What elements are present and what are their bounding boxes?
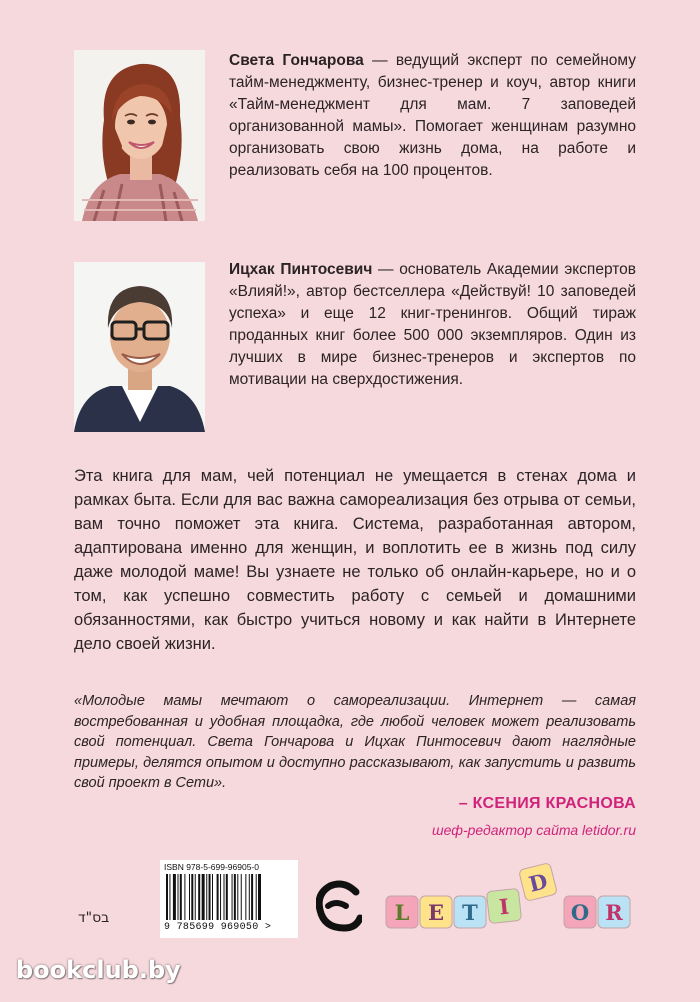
quote-author-role: шеф-редактор сайта letidor.ru: [432, 822, 636, 838]
letter-block: [386, 896, 418, 928]
svg-text:E: E: [427, 900, 445, 925]
author-bio-pintosevich: [229, 259, 636, 391]
review-quote: «Молодые мамы мечтают о самореализации. Интернет — самая востребованная и удобная площадка, где любой человек может реализовать свой потенциал. Света Гончарова и Ицхак Пинтосевич дают наглядные примеры, делятся опытом и доступно рассказывают, как запустить и развить свой проект в Сети».: [74, 693, 636, 791]
author-description: — основатель Академии экспертов «Влияй!», автор бестселлера «Действуй! 10 заповедей успеха» и еще 12 книг-тренингов. Общий тираж проданных книг более 500 000 экземпляров. Один из лучших в мире бизнес-тренеров и экспертов по мотивации на сверхдостижения.: [229, 261, 636, 388]
hebrew-mark: בס"ד: [78, 910, 110, 926]
author-description: — ведущий эксперт по семейному тайм-менеджменту, бизнес-тренер и коуч, автор книги «Тайм-менеджмент для мам. 7 заповедей организованной мамы». Помогает женщинам разумно организовать свою жизнь дома, на работе и реализовать себя на 100 процентов.: [229, 52, 636, 179]
barcode-digits: 9 785699 969050 >: [164, 922, 272, 933]
svg-text:D: D: [526, 868, 550, 897]
svg-text:O: O: [570, 900, 590, 925]
author-name: Света Гончарова: [229, 52, 364, 69]
svg-text:I: I: [497, 893, 511, 920]
author-bio-goncharova: [229, 50, 636, 182]
author-name: Ицхак Пинтосевич: [229, 261, 373, 278]
quote-author: – КСЕНИЯ КРАСНОВА: [458, 795, 636, 812]
book-description: Эта книга для мам, чей потенциал не умещается в стенах дома и рамках быта. Если для вас важна самореализация без отрыва от семьи, вам точно поможет эта книга. Система, разработанная автором, адаптирована именно для женщин, и воплотить ее в жизнь под силу даже молодой маме! Вы узнаете не только об онлайн-карьере, но и о том, как успешно совместить работу с семьей и домашними обязанностями, как быстро учиться новому и как найти в Интернете дело своей жизни.: [74, 467, 636, 653]
letter-block: [454, 896, 486, 928]
letter-block: [420, 896, 452, 928]
svg-text:L: L: [394, 900, 410, 925]
svg-text:R: R: [605, 900, 623, 925]
letter-block: [598, 896, 630, 928]
author-photo-goncharova: [74, 50, 205, 221]
letter-block: [519, 863, 558, 902]
letter-block: [564, 896, 596, 928]
letter-block: [486, 888, 521, 923]
barcode-bars-icon: [164, 874, 292, 922]
watermark: bookclub.by: [16, 956, 181, 984]
author-photo-pintosevich: [74, 262, 205, 432]
svg-text:T: T: [462, 900, 478, 925]
barcode: [160, 860, 298, 938]
eksmo-logo-icon: [316, 880, 362, 932]
letidor-logo-icon: [384, 860, 636, 940]
isbn-number: ISBN 978-5-699-96905-0: [164, 862, 259, 872]
